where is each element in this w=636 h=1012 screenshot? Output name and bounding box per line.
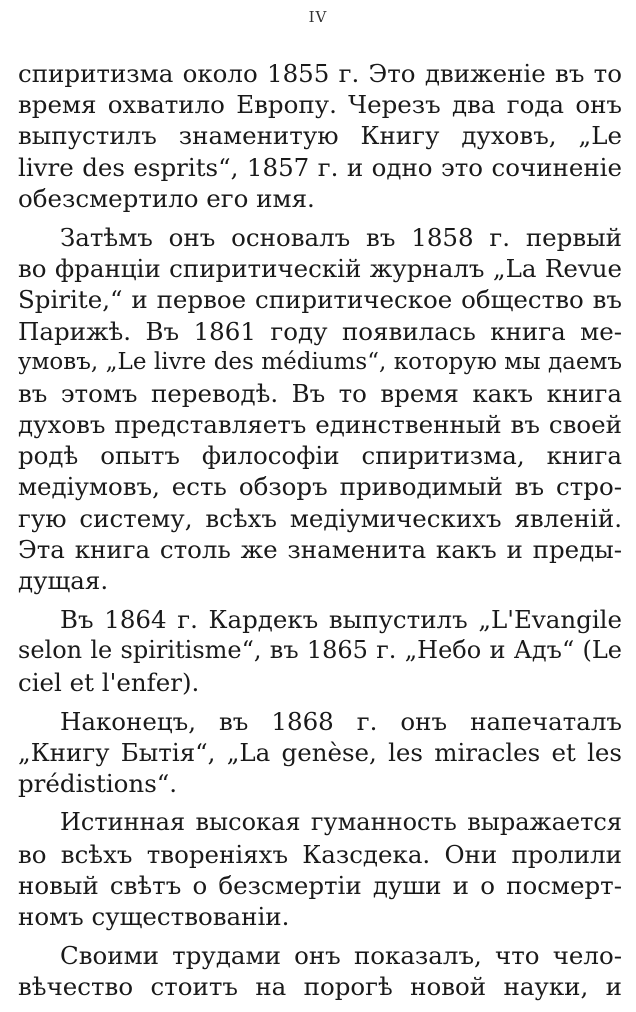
text-line: въ этомъ переводѣ. Въ то время какъ книга bbox=[18, 378, 622, 408]
paragraph bbox=[18, 604, 622, 698]
paragraph-gap bbox=[18, 596, 622, 604]
text-line: вѣчество стоитъ на порогѣ новой науки, и bbox=[18, 972, 622, 1002]
text-line: livre des esprits“, 1857 г. и одно это сочиненiе bbox=[18, 152, 622, 182]
text-line: prédistions“. bbox=[18, 769, 178, 799]
text-line: во всѣхъ творенiяхъ Казсдека. Они пролили bbox=[18, 839, 622, 869]
body-text bbox=[18, 58, 622, 1002]
paragraph-gap bbox=[18, 932, 622, 940]
text-line: гую систему, всѣхъ медiумическихъ явленiй. bbox=[18, 503, 622, 533]
text-line: Spirite,“ и первое спиритическое общество въ bbox=[18, 285, 622, 315]
text-line: Своими трудами онъ показалъ, что чело- bbox=[60, 941, 622, 971]
paragraph bbox=[18, 58, 622, 214]
text-line: родѣ опытъ философiи спиритизма, книга bbox=[18, 441, 622, 471]
text-line: дущая. bbox=[18, 566, 109, 595]
text-line: Наконецъ, въ 1868 г. онъ напечаталъ bbox=[60, 706, 622, 736]
text-line: номъ существованiи. bbox=[18, 901, 290, 931]
text-line: ciel et l'enfer). bbox=[18, 667, 200, 697]
text-line: Эта книга столь же знаменита какъ и преды- bbox=[18, 534, 622, 564]
text-line: selon le spiritisme“, въ 1865 г. „Небо и Адъ“ (Le bbox=[18, 636, 622, 665]
text-line: новый свѣтъ о безсмертiи души и о посмерт- bbox=[18, 870, 622, 900]
text-line: выпустилъ знаменитую Книгу духовъ, „Le bbox=[18, 121, 622, 151]
paragraph bbox=[18, 222, 622, 596]
text-line: Истинная высокая гуманность выражается bbox=[60, 808, 622, 837]
paragraph-gap bbox=[18, 214, 622, 222]
paragraph-gap bbox=[18, 799, 622, 807]
text-line: время охватило Европу. Черезъ два года онъ bbox=[18, 90, 622, 120]
text-line: умовъ, „Le livre des médiums“, которую мы даемъ bbox=[18, 348, 622, 375]
text-line: „Книгу Бытiя“, „La genèse, les miracles et les bbox=[18, 737, 622, 767]
text-line: медiумовъ, есть обзоръ приводимый въ стро- bbox=[18, 472, 622, 502]
text-line: духовъ представляетъ единственный въ своей bbox=[18, 410, 622, 440]
paragraph bbox=[18, 940, 622, 1002]
paragraph-gap bbox=[18, 698, 622, 706]
text-line: обезсмертило его имя. bbox=[18, 183, 315, 213]
text-line: Парижѣ. Въ 1861 году появилась книга ме- bbox=[18, 316, 622, 346]
page-number: IV bbox=[308, 8, 328, 26]
paragraph bbox=[18, 807, 622, 932]
text-line: Въ 1864 г. Кардекъ выпустилъ „L'Evangile bbox=[60, 605, 622, 635]
text-line: во францiи спиритическiй журналъ „La Revue bbox=[18, 254, 622, 284]
text-line: спиритизма около 1855 г. Это движенiе въ то bbox=[18, 59, 622, 88]
paragraph bbox=[18, 706, 622, 800]
text-line: Затѣмъ онъ основалъ въ 1858 г. первый bbox=[60, 222, 622, 252]
